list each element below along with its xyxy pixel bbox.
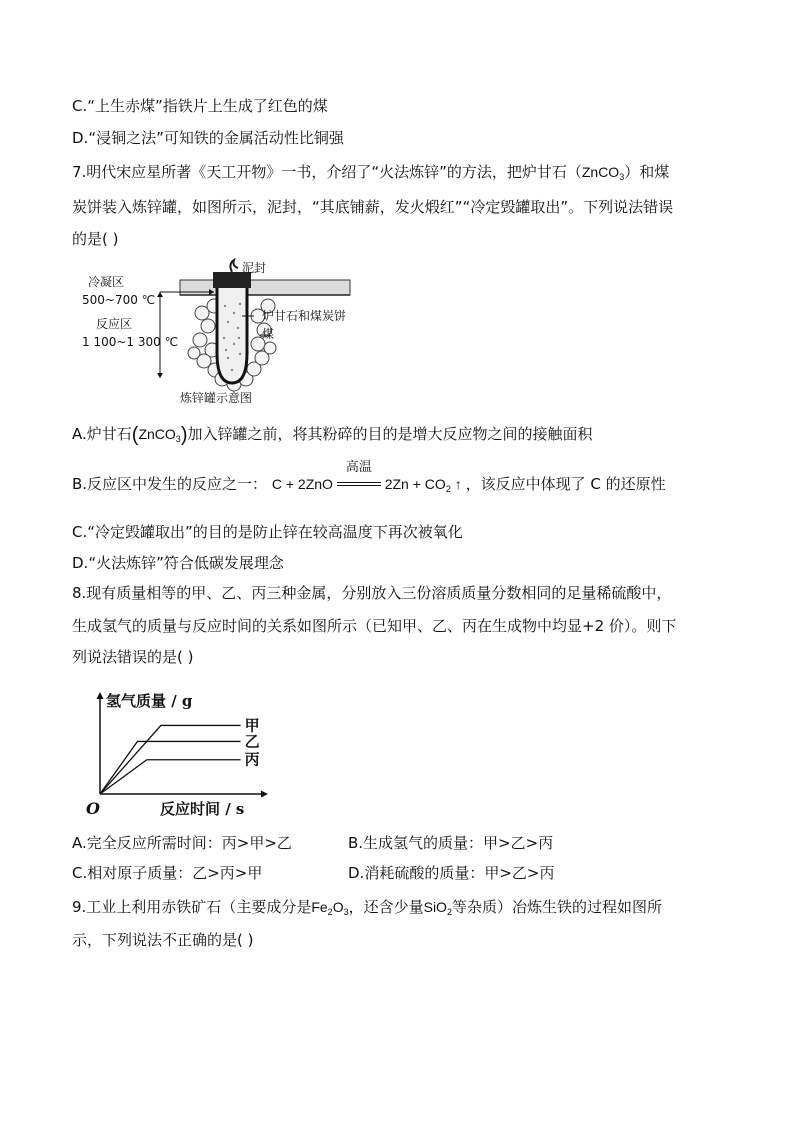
q7-equation: C + 2ZnO 高温 $2Zn + CO_2$ ↑ [271, 460, 466, 494]
label-seal: 泥封 [242, 261, 267, 275]
label-cond-zone: 冷凝区 [88, 275, 125, 289]
q7-stem-text: ）和煤 [624, 163, 670, 181]
chart-xlabel: 反应时间 / s [160, 800, 245, 818]
q8-stem-line3: 列说法错误的是( ) [72, 648, 194, 666]
q7-stem-line2: 炭饼装入炼锌罐，如图所示，泥封，“其底铺薪，发火煅红”“冷定毁罐取出”。下列说法错误 [72, 198, 674, 216]
series-label-1: 乙 [244, 732, 260, 751]
chart-ylabel: 氢气质量 / g [106, 692, 193, 710]
hydrogen-chart [84, 684, 284, 824]
q8-option-a: A.完全反应所需时间：丙>甲>乙 [72, 834, 292, 852]
q7-stem-line3: 的是( ) [72, 230, 119, 248]
q9-stem-line2: 示，下列说法不正确的是( ) [72, 931, 254, 949]
q8-stem-line1: 8.现有质量相等的甲、乙、丙三种金属，分别放入三份溶质质量分数相同的足量稀硫酸中， [72, 584, 672, 602]
q9-formula-sio2: SiO$_2$ [423, 899, 452, 917]
q6-option-c: C.“上生赤煤”指铁片上生成了红色的煤 [72, 97, 328, 115]
q9-formula-fe2o3: $Fe_2O_3$ [311, 899, 349, 917]
q7-formula: ZnCO$_3$ [581, 164, 625, 182]
q7-option-d: D.“火法炼锌”符合低碳发展理念 [72, 554, 284, 572]
pot-body [217, 286, 247, 383]
ground-layer [180, 280, 350, 295]
q9-stem-line1: 9.工业上利用赤铁矿石（主要成分是$Fe_2O_3$，还含少量SiO$_2$等杂质）冶炼生铁的过程如图所 [72, 898, 662, 917]
label-mix: 炉甘石和煤炭饼 [262, 309, 347, 323]
zinc-pot-figure [82, 258, 382, 408]
q7-option-c: C.“冷定毁罐取出”的目的是防止锌在较高温度下再次被氧化 [72, 523, 463, 541]
label-react-zone: 反应区 [96, 317, 133, 331]
label-react-temp: 1 100~1 300 ℃ [82, 335, 179, 349]
q7-option-a-formula: (ZnCO$_3$) [131, 424, 188, 446]
q7-stem-text: 7.明代宋应星所著《天工开物》一书，介绍了“火法炼锌”的方法，把炉甘石（ [72, 163, 582, 181]
label-coal: 煤 [262, 327, 275, 341]
q7-option-a: A.炉甘石(ZnCO$_3$)加入锌罐之前，将其粉碎的目的是增大反应物之间的接触面积 [72, 424, 593, 446]
q7-option-b: B.反应区中发生的反应之一： C + 2ZnO 高温 $2Zn + CO_2$ ↑ ，该反应中体现了 C 的还原性 [72, 460, 666, 494]
series-label-0: 甲 [244, 716, 260, 735]
q7-stem-line1 [72, 162, 669, 187]
y-axis-arrow [97, 692, 104, 699]
q8-option-c: C.相对原子质量：乙>丙>甲 [72, 864, 263, 882]
q8-option-b: B.生成氢气的质量：甲>乙>丙 [348, 834, 554, 852]
equation-condition: 高温 [345, 460, 372, 475]
q8-stem-line2: 生成氢气的质量与反应时间的关系如图所示（已知甲、乙、丙在生成物中均显+2 价）。则下 [72, 617, 677, 635]
smoke-icon [230, 260, 238, 272]
chart-origin: O [86, 799, 100, 818]
label-cond-temp: 500~700 ℃ [82, 293, 156, 307]
q8-option-d: D.消耗硫酸的质量：甲>乙>丙 [348, 864, 555, 882]
x-axis-arrow [261, 791, 268, 798]
series-label-2: 丙 [244, 750, 260, 769]
figure-caption: 炼锌罐示意图 [180, 391, 253, 405]
series-line-1 [100, 741, 241, 794]
q6-option-d: D.“浸铜之法”可知铁的金属活动性比铜强 [72, 129, 344, 147]
